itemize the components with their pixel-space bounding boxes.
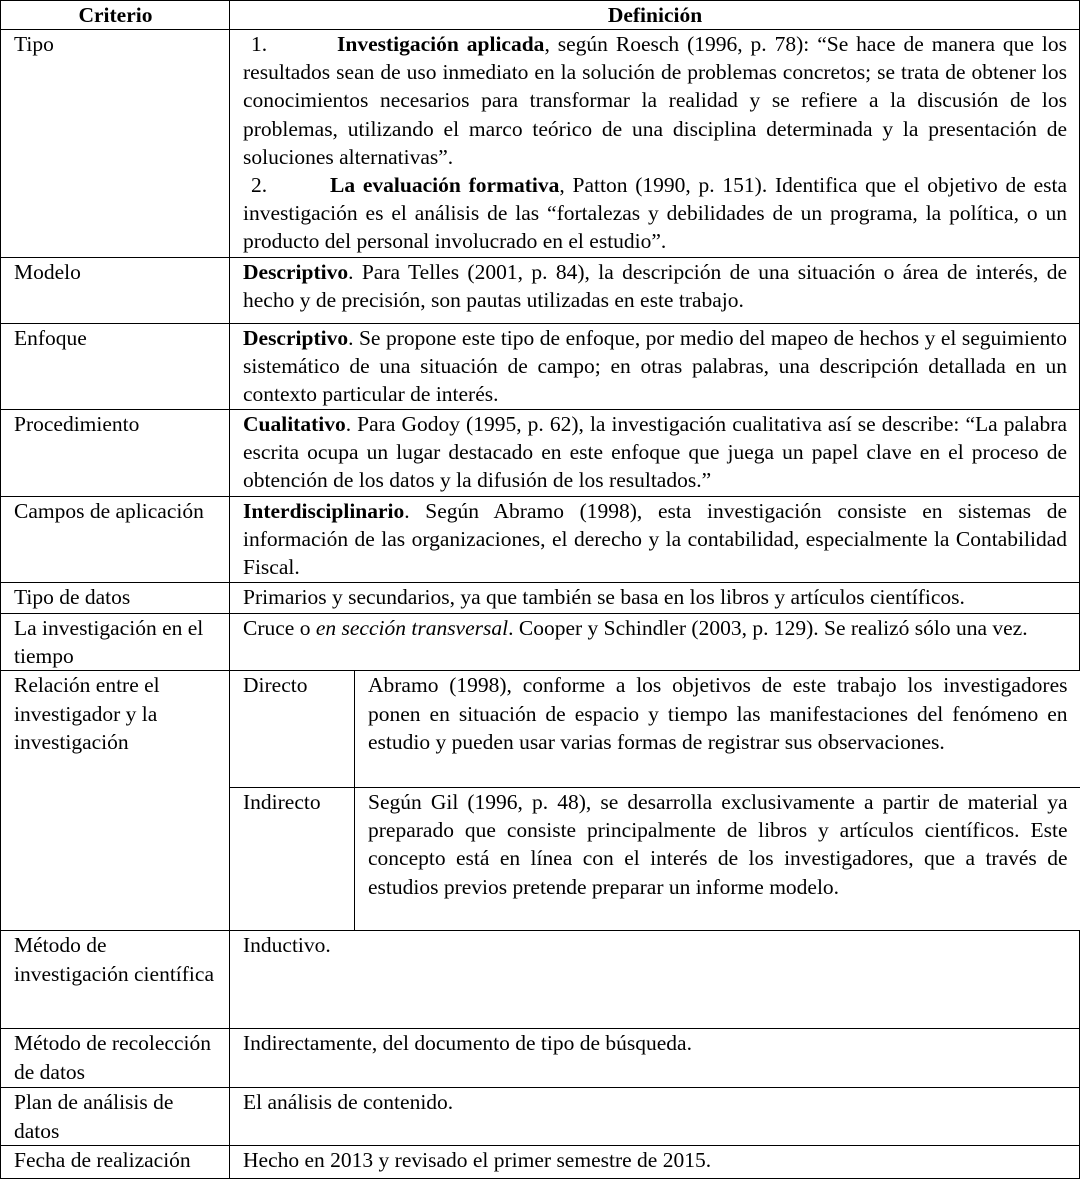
text: Indirectamente, del documento de tipo de búsqueda.	[243, 1031, 692, 1056]
nested-key: Directo	[230, 671, 355, 787]
criterio-cell: Fecha de realización	[1, 1145, 230, 1178]
criterio-cell: Relación entre el investigador y la investigación	[1, 671, 230, 931]
nested-key: Indirecto	[230, 787, 355, 930]
text: Inductivo.	[243, 933, 331, 958]
nested-row	[230, 787, 1080, 930]
definition-paragraph	[243, 931, 1067, 959]
criterio-cell: Campos de aplicación	[1, 497, 230, 583]
table-row	[1, 614, 1080, 671]
criterio-cell: Tipo de datos	[1, 583, 230, 614]
definition-cell	[230, 671, 1080, 931]
text: El análisis de contenido.	[243, 1090, 454, 1115]
definition-cell	[230, 324, 1080, 410]
nested-value: Abramo (1998), conforme a los objetivos de este trabajo los investigadores ponen en situación de espacio y tiempo las manifestaciones del fenómeno en estudio y pueden usar varias formas de registrar sus observaciones.	[355, 671, 1080, 787]
header-criterio: Criterio	[1, 1, 230, 30]
definition-cell	[230, 258, 1080, 324]
definition-cell	[230, 1088, 1080, 1145]
criterio-cell: Método de investigación científica	[1, 931, 230, 1029]
table-row	[1, 410, 1080, 497]
definition-paragraph	[243, 30, 1067, 171]
text: Primarios y secundarios, ya que también se basa en los libros y artículos científicos.	[243, 585, 965, 609]
definition-paragraph	[243, 497, 1067, 582]
definition-cell	[230, 1145, 1080, 1178]
bold-term: Investigación aplicada	[337, 32, 545, 56]
definition-paragraph	[243, 1146, 1067, 1174]
criterio-cell: Método de recolección de datos	[1, 1029, 230, 1088]
criterio-cell: Enfoque	[1, 324, 230, 410]
definition-paragraph	[243, 614, 1067, 642]
criterio-cell: La investigación en el tiempo	[1, 614, 230, 671]
table-row	[1, 931, 1080, 1029]
definition-paragraph	[243, 324, 1067, 409]
criterio-cell: Tipo	[1, 30, 230, 258]
definition-paragraph	[243, 1029, 1067, 1057]
definition-cell	[230, 614, 1080, 671]
table-row	[1, 497, 1080, 583]
definition-paragraph	[243, 171, 1067, 256]
table-row	[1, 30, 1080, 258]
definition-paragraph	[243, 258, 1067, 314]
table-row	[1, 1145, 1080, 1178]
list-number: 2.	[251, 173, 268, 198]
definition-paragraph	[243, 410, 1067, 495]
definition-cell	[230, 30, 1080, 258]
definition-cell	[230, 1029, 1080, 1088]
table-row	[1, 583, 1080, 614]
text: Hecho en 2013 y revisado el primer semestre de 2015.	[243, 1147, 712, 1172]
list-number: 1.	[251, 32, 268, 56]
text: Cruce o	[243, 616, 316, 640]
definition-cell	[230, 583, 1080, 614]
table-row	[1, 671, 1080, 931]
header-definicion: Definición	[230, 1, 1080, 30]
table-row	[1, 1029, 1080, 1088]
criterio-cell: Modelo	[1, 258, 230, 324]
text: . Se propone este tipo de enfoque, por medio del mapeo de hechos y el seguimiento sistemático de una situación de campo; en otras palabras, una descripción detallada en un contexto particular de interés.	[243, 326, 1067, 407]
nested-value: Según Gil (1996, p. 48), se desarrolla exclusivamente a partir de material ya preparado que consiste principalmente de libros y artículos científicos. Este concepto está en línea con el interés de los investigadores, que a través de estudios previos pretende preparar un informe modelo.	[368, 789, 1068, 899]
text: . Para Godoy (1995, p. 62), la investigación cualitativa así se describe: “La palabra escrita ocupa un lugar destacado en este enfoque que juega un papel clave en el proceso de obtención de los datos y la difusión de los resultados.”	[243, 412, 1067, 493]
bold-term: Interdisciplinario	[243, 499, 405, 523]
text: . Cooper y Schindler (2003, p. 129). Se realizó sólo una vez.	[508, 616, 1028, 640]
bold-term: La evaluación formativa	[330, 173, 560, 198]
header-row	[1, 1, 1080, 30]
nested-table	[230, 671, 1080, 930]
text: . Según Abramo (1998), esta investigación consiste en sistemas de información de las organizaciones, el derecho y la contabilidad, especialmente la Contabilidad Fiscal.	[243, 499, 1067, 580]
text: , Patton (1990, p. 151). Identifica que el objetivo de esta investigación es el análisis de las “fortalezas y debilidades de un programa, la política, o un producto del personal involucrado en el estudio”.	[243, 173, 1067, 254]
table-row	[1, 1088, 1080, 1145]
text: . Para Telles (2001, p. 84), la descripción de una situación o área de interés, de hecho y de precisión, son pautas utilizadas en este trabajo.	[243, 260, 1067, 313]
definition-cell	[230, 497, 1080, 583]
bold-term: Descriptivo	[243, 260, 349, 284]
bold-term: Descriptivo	[243, 326, 349, 350]
italic-term: en sección transversal	[315, 616, 509, 640]
bold-term: Cualitativo	[243, 412, 346, 436]
text: , según Roesch (1996, p. 78): “Se hace de manera que los resultados sean de uso inmediato en la solución de problemas concretos; se trata de obtener los conocimientos necesarios para transformar la realidad y se refiere a la discusión de los problemas, utilizando el marco teórico de una disciplina determinada y la presentación de soluciones alternativas”.	[243, 32, 1067, 169]
definition-cell	[230, 410, 1080, 497]
definition-paragraph	[243, 583, 1067, 611]
definition-paragraph	[243, 1088, 1067, 1116]
criterio-cell: Plan de análisis de datos	[1, 1088, 230, 1145]
criterio-cell: Procedimiento	[1, 410, 230, 497]
table-row	[1, 324, 1080, 410]
nested-row	[230, 671, 1080, 787]
table-row	[1, 258, 1080, 324]
definition-cell	[230, 931, 1080, 1029]
